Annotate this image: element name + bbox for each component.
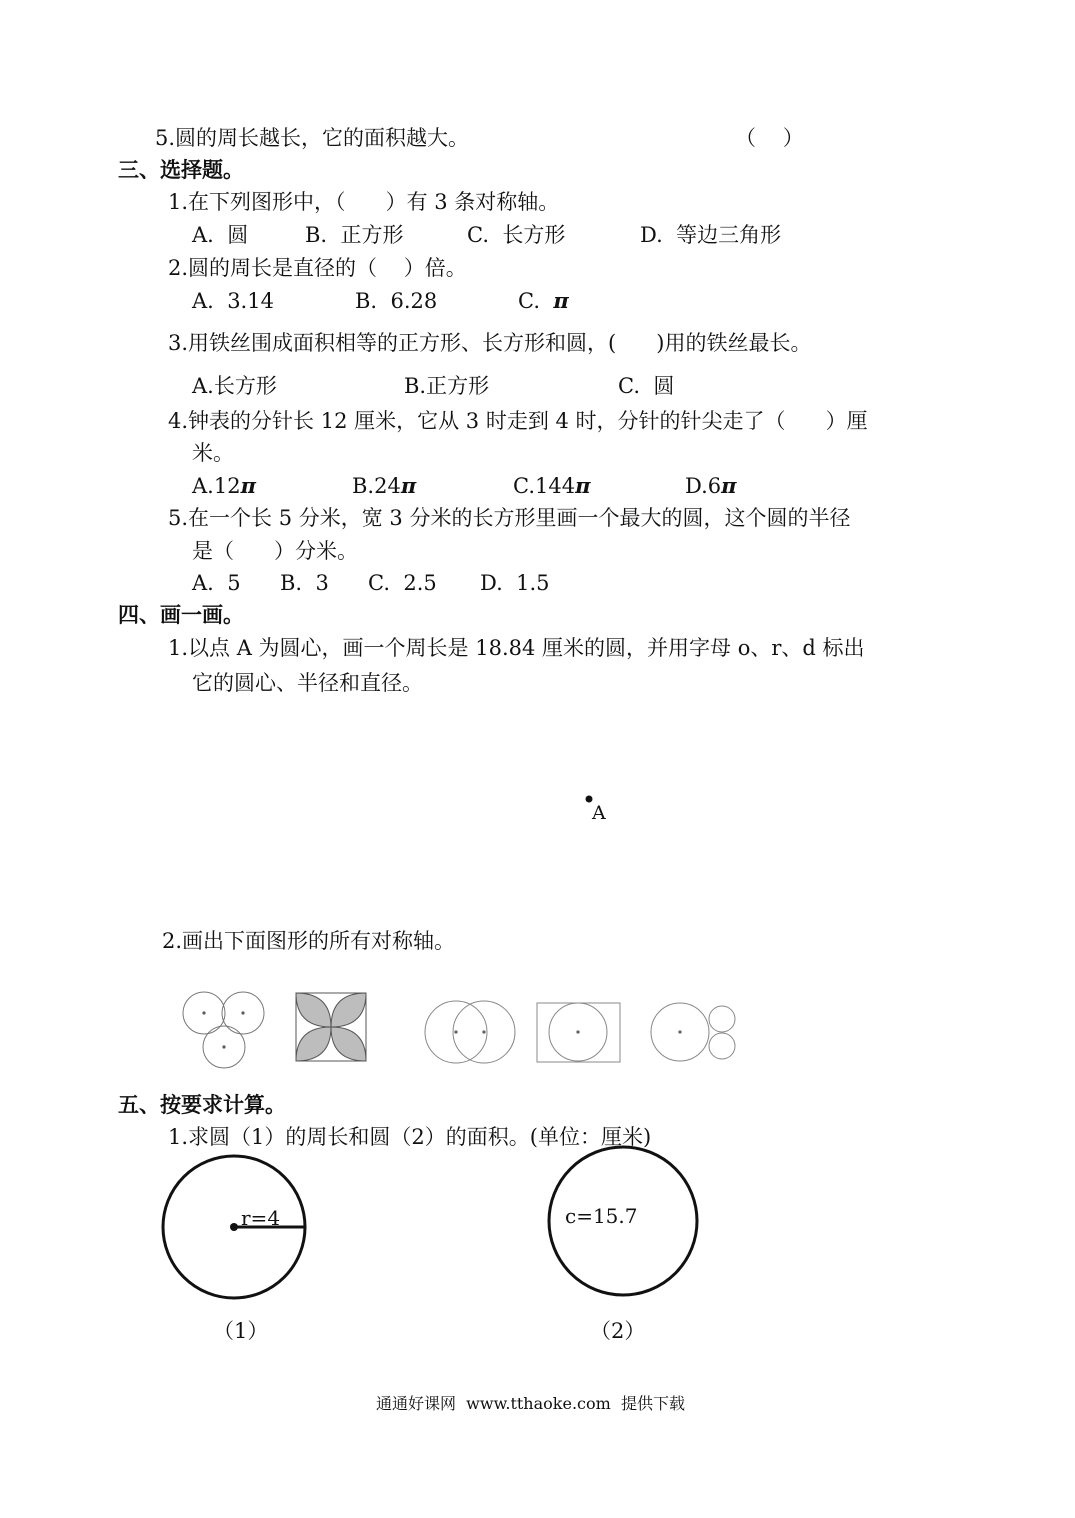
judge-q5: 5.圆的周长越长，它的面积越大。 bbox=[155, 126, 470, 150]
choice-q3-option-c: C. 圆 bbox=[618, 374, 675, 398]
choice-q3-option-b: B.正方形 bbox=[404, 374, 490, 398]
choice-q1: 1.在下列图形中，（ ）有 3 条对称轴。 bbox=[168, 190, 560, 214]
section4-heading: 四、画一画。 bbox=[118, 602, 244, 627]
choice-q5-line2: 是（ ）分米。 bbox=[192, 539, 359, 563]
choice-q1-option-c: C. 长方形 bbox=[467, 223, 566, 247]
choice-q2-option-a: A. 3.14 bbox=[192, 289, 274, 313]
choice-q2: 2.圆的周长是直径的（ ）倍。 bbox=[168, 256, 467, 280]
section5-heading: 五、按要求计算。 bbox=[118, 1092, 286, 1117]
pi-symbol: π bbox=[400, 473, 417, 498]
choice-q4-line2: 米。 bbox=[192, 441, 234, 465]
point-a-label: A bbox=[592, 802, 606, 824]
section3-heading: 三、选择题。 bbox=[118, 157, 244, 182]
choice-q3-option-a: A.长方形 bbox=[192, 374, 277, 398]
choice-q3: 3.用铁丝围成面积相等的正方形、长方形和圆，( )用的铁丝最长。 bbox=[168, 331, 812, 355]
circle-2-circumference-label: c=15.7 bbox=[565, 1204, 638, 1228]
choice-q4-option-b: B.24π bbox=[352, 473, 417, 498]
circle-1-radius-label: r=4 bbox=[241, 1206, 281, 1230]
page-footer: 通通好课网 www.tthaoke.com 提供下载 bbox=[376, 1394, 685, 1413]
pi-symbol: π bbox=[721, 473, 737, 498]
choice-q4-option-d: D.6π bbox=[685, 473, 737, 498]
choice-q5-line1: 5.在一个长 5 分米，宽 3 分米的长方形里画一个最大的圆，这个圆的半径 bbox=[168, 506, 851, 530]
draw-q1-line1: 1.以点 A 为圆心，画一个周长是 18.84 厘米的圆，并用字母 o、r、d 标出 bbox=[168, 636, 865, 660]
choice-q1-option-b: B. 正方形 bbox=[305, 223, 404, 247]
pi-symbol: π bbox=[553, 288, 569, 313]
calc-q1: 1.求圆（1）的周长和圆（2）的面积。(单位：厘米) bbox=[168, 1125, 652, 1149]
choice-q5-option-a: A. 5 bbox=[192, 571, 241, 595]
pi-symbol: π bbox=[575, 473, 591, 498]
circle-2-caption: （2） bbox=[590, 1319, 646, 1343]
choice-q5-option-d: D. 1.5 bbox=[480, 571, 550, 595]
choice-q4-option-a: A.12π bbox=[192, 473, 256, 498]
choice-q4-line1: 4.钟表的分针长 12 厘米，它从 3 时走到 4 时，分针的针尖走了（ ）厘 bbox=[168, 409, 868, 433]
choice-q4-option-c: C.144π bbox=[513, 473, 591, 498]
pi-symbol: π bbox=[240, 473, 256, 498]
choice-q2-option-c: C. π bbox=[518, 288, 569, 313]
draw-q1-line2: 它的圆心、半径和直径。 bbox=[192, 671, 423, 695]
circle-1-caption: （1） bbox=[213, 1319, 269, 1343]
choice-q1-option-d: D. 等边三角形 bbox=[640, 223, 782, 247]
choice-q2-option-b: B. 6.28 bbox=[355, 289, 438, 313]
draw-q2: 2.画出下面图形的所有对称轴。 bbox=[162, 929, 456, 953]
judge-q5-blank: （ ） bbox=[735, 126, 804, 150]
choice-q1-option-a: A. 圆 bbox=[192, 223, 249, 247]
choice-q5-option-c: C. 2.5 bbox=[368, 571, 437, 595]
choice-q5-option-b: B. 3 bbox=[280, 571, 329, 595]
